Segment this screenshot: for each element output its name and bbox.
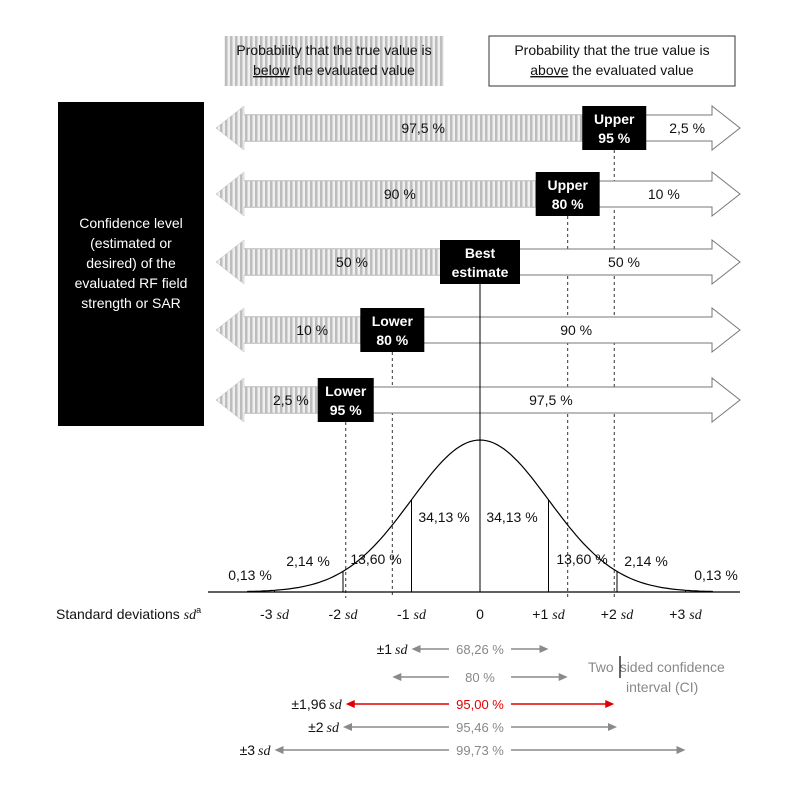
confidence-interval <box>240 741 686 759</box>
sd-tick-label: -1 sd <box>397 606 426 623</box>
interval-arrowhead-right <box>677 746 686 754</box>
sd-tick-label: +2 sd <box>600 606 634 623</box>
split-marker-label: Lower <box>371 313 413 329</box>
ci-note-line2: interval (CI) <box>626 679 699 695</box>
interval-arrowhead-left <box>392 673 401 681</box>
interval-arrowhead-right <box>608 723 617 731</box>
split-marker-label: 80 % <box>551 196 584 212</box>
interval-sd-label: ±2 sd <box>308 719 339 736</box>
confidence-level-line-5: strength or SAR <box>81 295 181 311</box>
confidence-interval <box>377 640 549 658</box>
area-percentage-label: 34,13 % <box>418 509 470 525</box>
interval-sd-label: ±1 sd <box>376 641 408 658</box>
probability-arrow <box>216 172 740 598</box>
split-marker-label: Upper <box>594 111 635 127</box>
confidence-level-line-4: evaluated RF field <box>74 275 188 291</box>
legend-below-line1: Probability that the true value is <box>236 42 432 58</box>
interval-percentage: 95,00 % <box>456 697 504 712</box>
interval-percentage: 80 % <box>465 670 495 685</box>
confidence-intervals <box>240 640 725 759</box>
interval-arrowhead-left <box>412 645 421 653</box>
below-percentage: 90 % <box>383 186 416 202</box>
split-marker-label: 95 % <box>329 402 362 418</box>
sd-tick-label: 0 <box>476 606 484 622</box>
area-percentage-label: 13,60 % <box>350 551 402 567</box>
confidence-interval <box>392 668 567 685</box>
interval-arrowhead-right <box>540 645 549 653</box>
below-percentage: 10 % <box>296 322 329 338</box>
area-percentage-label: 0,13 % <box>694 567 738 583</box>
interval-arrowhead-left <box>346 700 355 708</box>
above-percentage: 97,5 % <box>529 392 573 408</box>
interval-percentage: 68,26 % <box>456 642 504 657</box>
above-percentage: 50 % <box>608 254 640 270</box>
sd-tick-label: +1 sd <box>532 606 565 623</box>
confidence-level-line-1: Confidence level <box>79 215 183 231</box>
interval-percentage: 99,73 % <box>456 743 504 758</box>
split-marker-label: 80 % <box>376 332 409 348</box>
confidence-interval <box>291 695 614 713</box>
interval-arrowhead-right <box>605 700 614 708</box>
split-marker-label: Upper <box>547 177 588 193</box>
above-percentage: 10 % <box>647 186 680 202</box>
legend-below-line2: below the evaluated value <box>253 62 415 78</box>
interval-sd-label: ±3 sd <box>239 742 271 759</box>
sd-axis <box>56 592 740 623</box>
probability-arrow <box>216 106 740 598</box>
confidence-level-line-2: (estimated or <box>90 235 172 251</box>
interval-arrowhead-left <box>343 723 352 731</box>
legend-above-line1: Probability that the true value is <box>514 42 710 58</box>
confidence-interval <box>308 718 617 736</box>
below-percentage: 97,5 % <box>401 120 445 136</box>
ci-note-line1: Two sided confidence <box>588 659 725 675</box>
area-percentage-label: 2,14 % <box>624 553 668 569</box>
legend-above <box>489 36 735 86</box>
area-percentage-label: 34,13 % <box>486 509 538 525</box>
split-marker-label: 95 % <box>598 130 631 146</box>
interval-arrowhead-left <box>275 746 284 754</box>
interval-percentage: 95,46 % <box>456 720 504 735</box>
sd-tick-label: -3 sd <box>260 606 289 623</box>
area-percentage-label: 0,13 % <box>228 567 272 583</box>
above-percentage: 2,5 % <box>669 120 706 136</box>
probability-arrows <box>216 106 740 598</box>
interval-sd-label: ±1,96 sd <box>291 696 342 713</box>
area-percentage-label: 13,60 % <box>556 551 608 567</box>
legend-below <box>224 36 444 86</box>
sd-tick-label: -2 sd <box>328 606 358 623</box>
split-marker-label: Lower <box>325 383 367 399</box>
split-marker-label: Best <box>464 245 496 261</box>
probability-arrow <box>216 240 740 284</box>
above-percentage: 90 % <box>560 322 593 338</box>
legend-above-line2: above the evaluated value <box>530 62 694 78</box>
axis-title: Standard deviations $sd^a$ <box>56 605 202 623</box>
below-percentage: 2,5 % <box>272 392 309 408</box>
split-marker-label: estimate <box>451 264 509 280</box>
interval-arrowhead-right <box>559 673 568 681</box>
area-percentage-label: 2,14 % <box>286 553 330 569</box>
confidence-level-box <box>58 102 204 426</box>
confidence-level-line-3: desired) of the <box>86 255 176 271</box>
below-percentage: 50 % <box>336 254 368 270</box>
sd-tick-label: +3 sd <box>669 606 702 623</box>
